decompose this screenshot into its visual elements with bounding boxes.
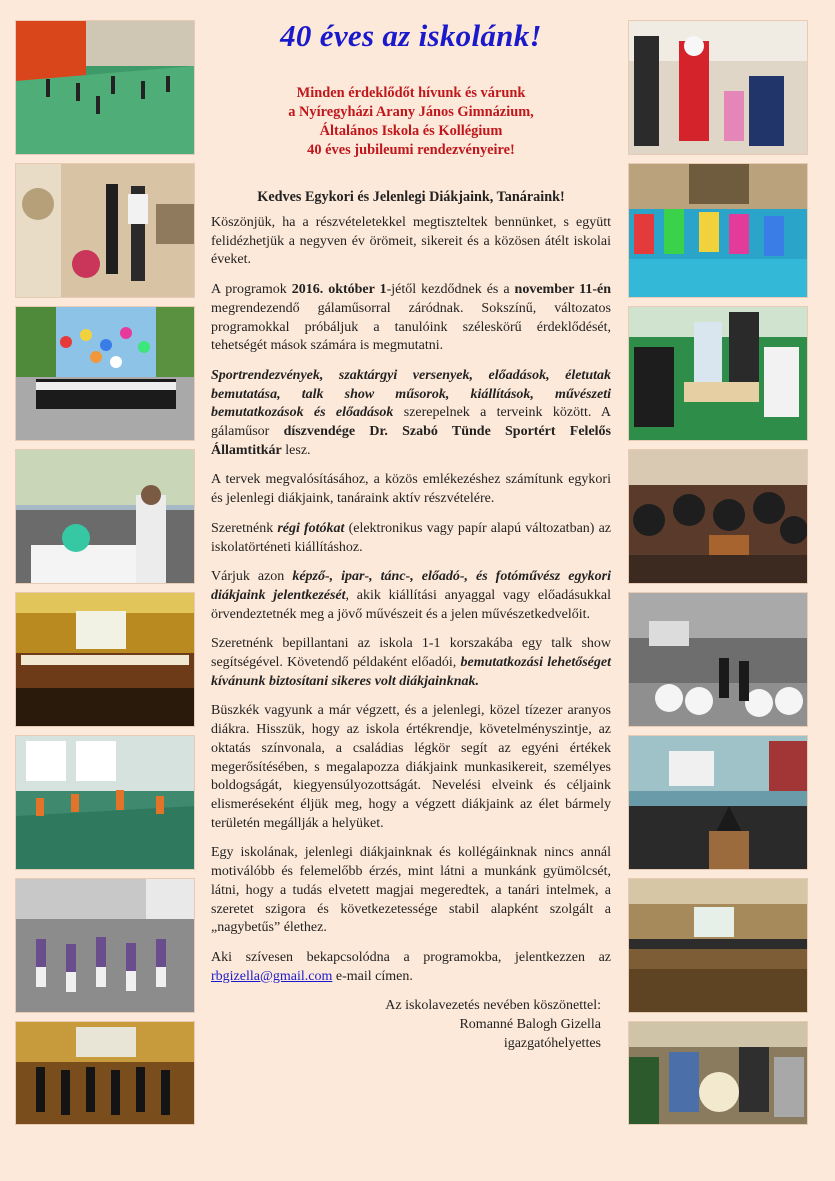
p5-text-2: (elektronikus vagy papír alapú változatban) az iskolatörténeti kiállításhoz.: [211, 520, 611, 555]
signature-role: igazgatóhelyettes: [503, 1035, 601, 1051]
page-title: 40 éves az iskolánk!: [280, 18, 542, 53]
photo-ballroom-dance: [628, 592, 808, 727]
photo-chemistry-show: [15, 449, 195, 584]
photo-stage-show: [15, 1021, 195, 1125]
photo-dance-performance: [15, 878, 195, 1013]
p6-artists-call: képző-, ipar-, tánc-, előadó-, és fotóművész egykori diákjaink jelentkezését: [211, 569, 611, 603]
p10-text-2: e-mail címen.: [332, 968, 413, 984]
paragraph-5: [211, 520, 611, 557]
paragraph-10: [211, 949, 611, 986]
p3-text-1: szerepelnek a terveink között. A gálaműsor: [211, 405, 612, 440]
photo-chess-game: [628, 306, 808, 441]
invitation-line-4: 40 éves jubileumi rendezvényeire!: [307, 142, 515, 158]
paragraph-2: [211, 281, 611, 356]
p3-text-2: lesz.: [281, 442, 311, 458]
photo-science-demo: [628, 1021, 808, 1125]
paragraph-7: [211, 635, 611, 691]
p2-text-2: -jétől kezdődnek és a: [386, 282, 515, 298]
p2-text-3: megrendezendő gálaműsorral záródnak. Sokszínű, változatos programokkal próbáljuk a tanulóink széleskörű érdeklődését, tehetségét mások számára is megmutatni.: [211, 300, 611, 354]
photo-classroom-presentation: [628, 735, 808, 870]
photo-ceremony-flowers: [15, 163, 195, 298]
email-link[interactable]: rbgizella@gmail.com: [211, 968, 333, 984]
p5-text-1: Szeretnénk: [211, 520, 278, 536]
main-content: [211, 18, 611, 1053]
paragraph-1: Köszönjük, ha a részvételetekkel megtiszteltek bennünket, s együtt felidézhetjük a negyven év örömeit, sikereit és a közösen átélt iskolai éveket.: [211, 215, 611, 268]
p3-guest-of-honor: díszvendége Dr. Szabó Tünde Sportért Felelős Államtitkár: [211, 424, 612, 458]
p5-old-photos: régi fotókat: [277, 520, 345, 536]
paragraph-9: Egy iskolának, jelenlegi diákjainknak és kollégáinknak nincs annál motiválóbb és felemelőbb érzés, mint látni a munkánk gyümölcsét, látni, hogy a tudás elvetett magjai megeredtek, a tanári intelmek, a szeretet szigora és következetessége stabil alapként szolgált a „nagybetűs” élethez.: [211, 845, 611, 936]
p6-text-1: Várjuk azon: [211, 569, 293, 585]
photo-christmas-party: [628, 20, 808, 155]
p6-text-2: , akik kiállítási anyaggal vagy előadásukkal örvendeztetnék meg a jövő művészeit és a jelen művészetkedvelőit.: [211, 587, 611, 622]
signature-name: Romanné Balogh Gizella: [459, 1017, 601, 1033]
p7-talk-show-note: bemutatkozási lehetőséget kívánunk biztosítani sikeres volt diákjainknak.: [211, 655, 611, 689]
p3-events-list: Sportrendezvények, szaktárgyi versenyek, előadások, életutak bemutatása, talk show műsorok, kiállítások, művészeti bemutatkozások és előadások: [211, 367, 611, 421]
photo-gym-hall: [15, 20, 195, 155]
p2-date-end: november 11-én: [514, 282, 612, 298]
invitation-block: [211, 84, 611, 160]
paragraph-3: [211, 367, 611, 461]
photo-assembly-hall: [628, 878, 808, 1013]
photo-guitar-group: [628, 449, 808, 584]
invitation-line-2: a Nyíregyházi Arany János Gimnázium,: [288, 104, 534, 120]
p7-text-1: Szeretnénk bepillantani az iskola 1-1 korszakába egy talk show segítségével. Követendő példaként előadói,: [211, 636, 611, 671]
signature-line-1: Az iskolavezetés nevében köszönettel:: [385, 998, 601, 1014]
photo-concert-hall: [15, 592, 195, 727]
invitation-line-3: Általános Iskola és Kollégium: [319, 123, 503, 139]
paragraph-6: [211, 568, 611, 624]
greeting: Kedves Egykori és Jelenlegi Diákjaink, Tanáraink!: [257, 189, 565, 205]
p2-text-1: A programok: [211, 282, 292, 298]
paragraph-4: A tervek megvalósításához, a közös emlékezéshez számítunk egykori és jelenlegi diákjaink, tanáraink aktív részvételére.: [211, 472, 611, 507]
p10-text-1: Aki szívesen bekapcsolódna a programokba, jelentkezzen az: [211, 949, 611, 965]
photo-sports-hall: [15, 735, 195, 870]
photo-swimming-pool: [628, 163, 808, 298]
invitation-line-1: Minden érdeklődőt hívunk és várunk: [296, 85, 526, 101]
signature-block: [211, 997, 611, 1053]
photo-balloons-release: [15, 306, 195, 441]
p2-date-start: 2016. október 1: [291, 282, 387, 298]
paragraph-8: Büszkék vagyunk a már végzett, és a jelenlegi, közel tízezer aranyos diákra. Hisszük, hogy az iskola értékrendje, követelményszintje, az oktatás színvonala, a családias légkör segít az egyéni értékek megerősítésében, s megalapozza diákjaink munkasikereit, személyes boldogságát, kiegyensúlyozottságát. Nevelési elveink és céljaink elismeréseként éljük meg, hogy a végzett diákjaink az élet bármely területén megállják a helyüket.: [211, 703, 611, 831]
